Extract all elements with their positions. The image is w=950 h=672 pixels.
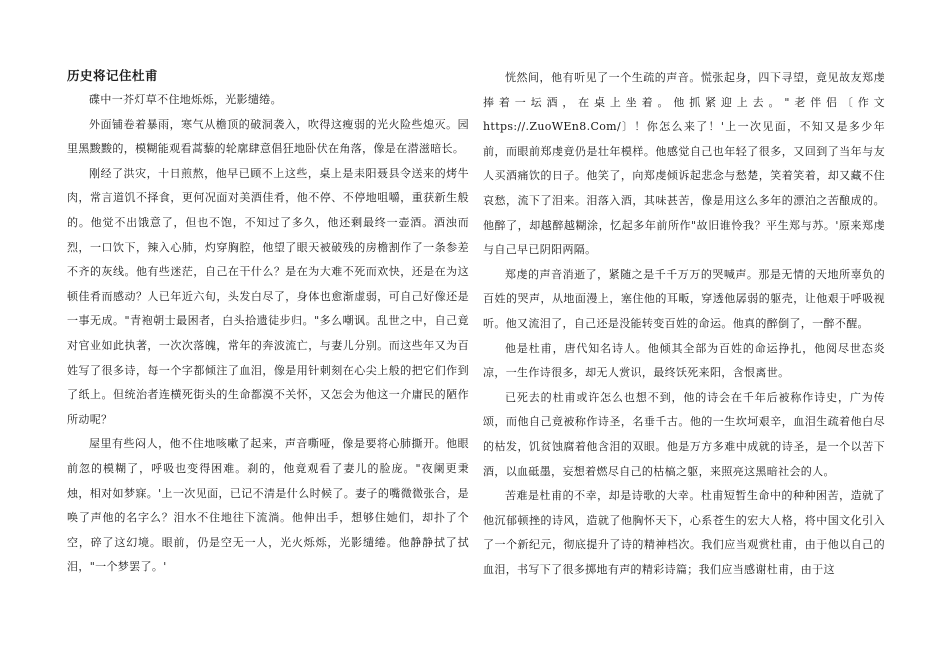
paragraph: 他是杜甫，唐代知名诗人。他倾其全部为百姓的命运挣扎，他阅尽世态炎凉，一生作诗很多，却无人赏识，最终饫死来阳，含恨离世。 xyxy=(483,341,885,380)
paragraph: 恍然间，他有听见了一个生疏的声音。慌张起身，四下寻望，竟见故友郑虔捧着一坛酒，在桌上坐着。他抓紧迎上去。"老伴侣〔作文https://.ZuoWEn8.Com/〕！你怎么来了！'上一次见面，不知又是多少年前，而眼前郑虔竟仍是壮年模样。他感觉自己也年轻了很多，又回到了当年与友人买酒痛饮的日子。他笑了，向郑虔倾诉起悲念与愁楚，笑着笑着，却又藏不住哀愁，流下了泪来。泪落入酒，其味甚苦，像是用这么多年的漂泊之苦酿成的。他醉了，却越醉越糊涂，忆起多年前所作"故旧谁怜我？平生郑与苏。'原来郑虔与自己早已阴阳两隔。 xyxy=(483,71,885,257)
paragraph: 屋里有些闷人，他不住地咳嗽了起来，声音嘶哑，像是要将心肺撕开。他眼前忽的模糊了，呼吸也变得困难。刹的，他竟观看了妻儿的脸庞。"夜阑更秉烛，相对如梦寐。'上一次见面，已记不清是什么时候了。妻子的嘴微微张合，是唤了声他的名字么？泪水不住地往下流淌。他伸出手，想够住她们，却扑了个空，碎了这幻境。眼前，仍是空无一人，光火烁烁，光影缱绻。他静静拭了拭泪，"一个梦罢了。' xyxy=(67,437,469,574)
paragraph: 郑虔的声音消逝了，紧随之是千千万万的哭喊声。那是无情的天地所辜负的百姓的哭声，从地面漫上，塞住他的耳畈，穿透他孱弱的躯壳，让他艰于呼吸视听。他又流泪了，自己还是没能转变百姓的命运。他真的醉倒了，一醉不醒。 xyxy=(483,267,885,330)
paragraph: 碟中一芥灯草不住地烁烁，光影缱绻。 xyxy=(89,93,282,106)
paragraph: 外面铺卷着暴雨，寒气从檐顶的破洞袭入，吹得这瘦弱的光火险些熄灭。园里黑黢黢的，模糊能观看蒿藜的轮廓肆意倡狂地卧伏在角落，像是在潜滋暗长。 xyxy=(67,117,469,156)
right-column xyxy=(483,66,885,582)
left-column xyxy=(67,66,469,580)
paragraph: 苦难是杜甫的不幸，却是诗歌的大幸。杜甫短暂生命中的种种困苦，造就了他沉郁顿挫的诗风，造就了他胸怀天下，心系苍生的宏大人格，将中国文化引入了一个新纪元，彻底提升了诗的精神档次。我们应当观赏杜甫，由于他以自己的血泪，书写下了很多掷地有声的精彩诗篇；我们应当感谢杜甫，由于这 xyxy=(483,489,885,576)
article-title: 历史将记住杜甫 xyxy=(67,68,159,83)
paragraph: 已死去的杜甫或许怎么也想不到，他的诗会在千年后被称作诗史，广为传颂，而他自己竟被称作诗圣，名垂千古。他的一生坎坷艰辛，血泪生疏着他白尽的枯发，饥贫蚀腐着他含泪的双眼。他是万方多难中成就的诗圣，是一个以苦下酒，以血砥墨，妄想着燃尽自己的枯槁之躯，来照亮这黑暗社会的人。 xyxy=(483,390,885,478)
paragraph: 刚经了洪灾，十日煎熬，他早已顾不上这些，桌上是耒阳聂县令送来的烤牛肉，常言道饥不择食，更何况面对美酒佳肴，他不停、不停地咀嚼，重获新生般的。他觉不出饿意了，但也不饱，不知过了多久，他还剩最终一壶酒。酒浊而烈，一口饮下，辣入心肺，灼穿胸腔，他望了眼天被破残的房檐割作了一条参差不齐的灰线。他有些迷茫，自己在干什么？是在为大难不死而欢快，还是在为这顿佳肴而感动？人已年近六旬，头发白尽了，身体也愈渐虚弱，可自己好像还是一事无成。"青袍朝士最困者，白头拾遗徒步归。"多么嘲讽。乱世之中，自己竟对官业如此执著，一次次落魄，常年的奔波流亡，与妻儿分别。而这些年又为百姓写了很多诗，每一个字都倾注了血泪，像是用针刺刻在心尖上般的把它们作到了纸上。但统治者连横死街头的生命都漠不关怀，又怎会为他这一介庸民的陋作所动呢？ xyxy=(67,166,469,426)
